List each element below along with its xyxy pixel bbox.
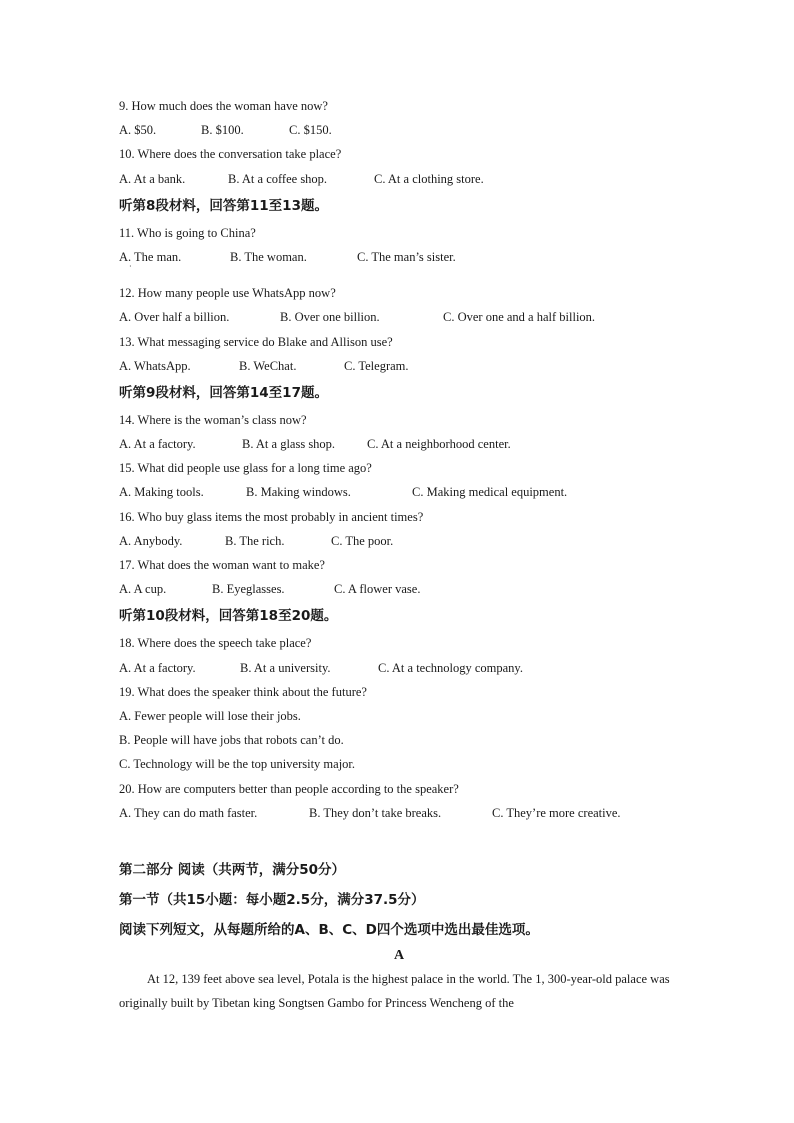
options-13 (119, 354, 679, 378)
question-13: 13. What messaging service do Blake and Allison use? (119, 334, 393, 349)
option-a: A. The man. (119, 249, 182, 264)
exam-page (119, 94, 679, 1016)
option-a: A. At a factory. (119, 660, 196, 675)
passage-label: A (393, 947, 405, 963)
option-a: A. At a bank. (119, 171, 186, 186)
options-11 (119, 245, 679, 269)
option-c: C. The poor. (331, 533, 394, 548)
question-14: 14. Where is the woman’s class now? (119, 412, 307, 427)
option-a: A. Anybody. (119, 533, 183, 548)
option-a: A. Making tools. (119, 485, 204, 500)
question-17: 17. What does the woman want to make? (119, 558, 325, 572)
section-heading-8: 听第8段材料，回答第11至13题。 (119, 197, 328, 214)
options-15 (119, 480, 679, 504)
question-9: 9. How much does the woman have now? (119, 99, 328, 113)
option-b: B. At a coffee shop. (228, 171, 328, 186)
reading-part-title: 第二部分 阅读（共两节，满分50分） (119, 861, 345, 878)
option-b: B. The woman. (230, 249, 307, 264)
option-c: C. A flower vase. (334, 582, 421, 597)
options-16 (119, 529, 679, 553)
question-11: 11. Who is going to China? (119, 225, 256, 240)
option-c: C. Over one and a half billion. (443, 310, 596, 325)
option-c: C. $150. (289, 123, 332, 138)
section-heading-10: 听第10段材料，回答第18至20题。 (119, 608, 338, 625)
options-12 (119, 305, 679, 329)
option-c: C. At a clothing store. (374, 171, 484, 186)
option-c: C. At a neighborhood center. (367, 437, 511, 452)
options-20 (119, 801, 679, 825)
option-b: B. The rich. (225, 533, 285, 548)
section-heading-9: 听第9段材料，回答第14至17题。 (119, 384, 328, 401)
options-17 (119, 577, 679, 601)
options-14 (119, 432, 679, 456)
option-a: A. $50. (119, 123, 157, 138)
reading-instruction: 阅读下列短文，从每题所给的A、B、C、D四个选项中选出最佳选项。 (119, 921, 539, 938)
option-c: C. The man’s sister. (357, 249, 456, 264)
stray-mark: · (129, 261, 132, 271)
option-a: A. They can do math faster. (119, 805, 258, 820)
question-19: 19. What does the speaker think about the future? (119, 684, 367, 699)
option-19-b: B. People will have jobs that robots can’t do. (119, 733, 344, 748)
question-12: 12. How many people use WhatsApp now? (119, 286, 336, 301)
option-19-a: A. Fewer people will lose their jobs. (119, 708, 301, 723)
options-9 (119, 118, 679, 142)
option-b: B. WeChat. (239, 358, 297, 373)
options-10 (119, 167, 679, 191)
option-c: C. Telegram. (344, 358, 409, 373)
option-b: B. At a university. (240, 660, 331, 675)
option-a: A. A cup. (119, 582, 167, 597)
question-18: 18. Where does the speech take place? (119, 636, 312, 651)
option-c: C. They’re more creative. (492, 805, 621, 820)
question-16: 16. Who buy glass items the most probably in ancient times? (119, 509, 424, 524)
option-b: B. They don’t take breaks. (309, 805, 442, 820)
option-b: B. Eyeglasses. (212, 582, 285, 597)
options-18 (119, 656, 679, 680)
option-c: C. Making medical equipment. (412, 485, 568, 500)
option-a: A. At a factory. (119, 437, 196, 452)
option-19-c: C. Technology will be the top university major. (119, 757, 356, 772)
passage-text: At 12, 139 feet above sea level, Potala is the highest palace in the world. The 1, 300-year-old palace was originally built by Tibetan king Songtsen Gambo for Princess Wencheng of the (119, 971, 670, 1011)
reading-section-title: 第一节（共15小题：每小题2.5分，满分37.5分） (119, 891, 425, 908)
option-c: C. At a technology company. (378, 660, 523, 675)
question-15: 15. What did people use glass for a long time ago? (119, 461, 372, 476)
question-20: 20. How are computers better than people according to the speaker? (119, 781, 459, 796)
option-b: B. At a glass shop. (242, 437, 336, 452)
option-b: B. Making windows. (246, 485, 351, 500)
question-10: 10. Where does the conversation take place? (119, 147, 342, 162)
option-b: B. $100. (201, 123, 244, 138)
option-a: A. WhatsApp. (119, 358, 191, 373)
option-b: B. Over one billion. (280, 310, 380, 325)
option-a: A. Over half a billion. (119, 310, 230, 325)
